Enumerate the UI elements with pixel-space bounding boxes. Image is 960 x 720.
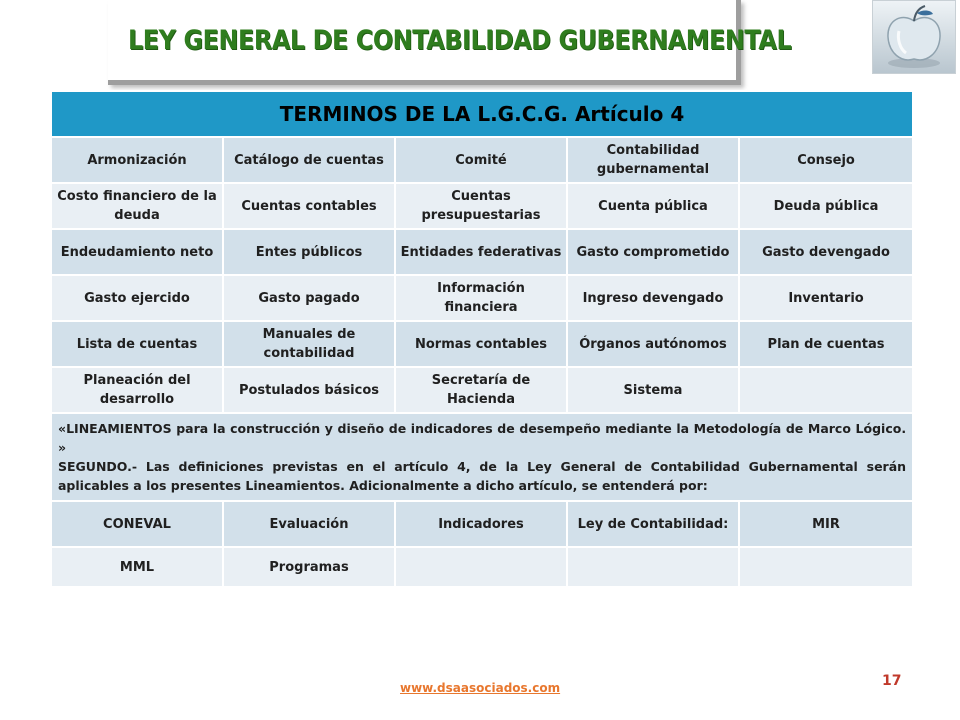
table-cell: Sistema (567, 367, 739, 413)
table-cell: Cuentas presupuestarias (395, 183, 567, 229)
table-cell: Deuda pública (739, 183, 913, 229)
table-cell: Cuentas contables (223, 183, 395, 229)
note-line-2: SEGUNDO.- Las definiciones previstas en el artículo 4, de la Ley General de Contabilidad Gubernamental serán aplicables a los presentes Lineamientos. Adicionalmente a dicho artículo, se entenderá por: (58, 459, 907, 493)
table-cell: Contabilidad gubernamental (567, 137, 739, 183)
table-cell: Entidades federativas (395, 229, 567, 275)
table-row (51, 275, 913, 321)
table-cell: Evaluación (223, 501, 395, 547)
table-cell: Gasto devengado (739, 229, 913, 275)
table-cell: Gasto pagado (223, 275, 395, 321)
table-row (51, 547, 913, 587)
table-cell: Manuales de contabilidad (223, 321, 395, 367)
table-cell: Postulados básicos (223, 367, 395, 413)
table-cell: Lista de cuentas (51, 321, 223, 367)
table-cell: Cuenta pública (567, 183, 739, 229)
table-cell (739, 547, 913, 587)
note-line-1: «LINEAMIENTOS para la construcción y diseño de indicadores de desempeño mediante la Metodología de Marco Lógico. » (58, 421, 907, 455)
table-cell: Entes públicos (223, 229, 395, 275)
table-cell (567, 547, 739, 587)
table-cell: Programas (223, 547, 395, 587)
table-cell: Órganos autónomos (567, 321, 739, 367)
table-cell: Costo financiero de la deuda (51, 183, 223, 229)
table-cell: MIR (739, 501, 913, 547)
table-cell: Planeación del desarrollo (51, 367, 223, 413)
table-cell: Plan de cuentas (739, 321, 913, 367)
table-row (51, 321, 913, 367)
table-cell: Gasto ejercido (51, 275, 223, 321)
table-row (51, 367, 913, 413)
table-cell: MML (51, 547, 223, 587)
table-cell: Catálogo de cuentas (223, 137, 395, 183)
table-cell: Consejo (739, 137, 913, 183)
table-cell: Gasto comprometido (567, 229, 739, 275)
table-row (51, 501, 913, 547)
table-cell: CONEVAL (51, 501, 223, 547)
table-title: TERMINOS DE LA L.G.C.G. Artículo 4 (51, 91, 913, 137)
table-row (51, 183, 913, 229)
apple-sculpture-icon (872, 0, 956, 74)
table-cell (395, 547, 567, 587)
banner-title: LEY GENERAL DE CONTABILIDAD GUBERNAMENTAL (128, 24, 792, 56)
table-row (51, 229, 913, 275)
table-cell: Normas contables (395, 321, 567, 367)
table-cell: Indicadores (395, 501, 567, 547)
website-link[interactable]: www.dsaasociados.com (400, 681, 561, 695)
lineamientos-note (51, 413, 913, 501)
table-cell: Armonización (51, 137, 223, 183)
table-cell (739, 367, 913, 413)
table-cell: Información financiera (395, 275, 567, 321)
terms-table (50, 90, 914, 588)
note-row (51, 413, 913, 501)
table-cell: Inventario (739, 275, 913, 321)
table-row (51, 137, 913, 183)
table-cell: Secretaría de Hacienda (395, 367, 567, 413)
table-cell: Endeudamiento neto (51, 229, 223, 275)
table-cell: Ley de Contabilidad: (567, 501, 739, 547)
banner (108, 0, 792, 85)
page-number: 17 (882, 673, 902, 689)
table-cell: Ingreso devengado (567, 275, 739, 321)
table-cell: Comité (395, 137, 567, 183)
